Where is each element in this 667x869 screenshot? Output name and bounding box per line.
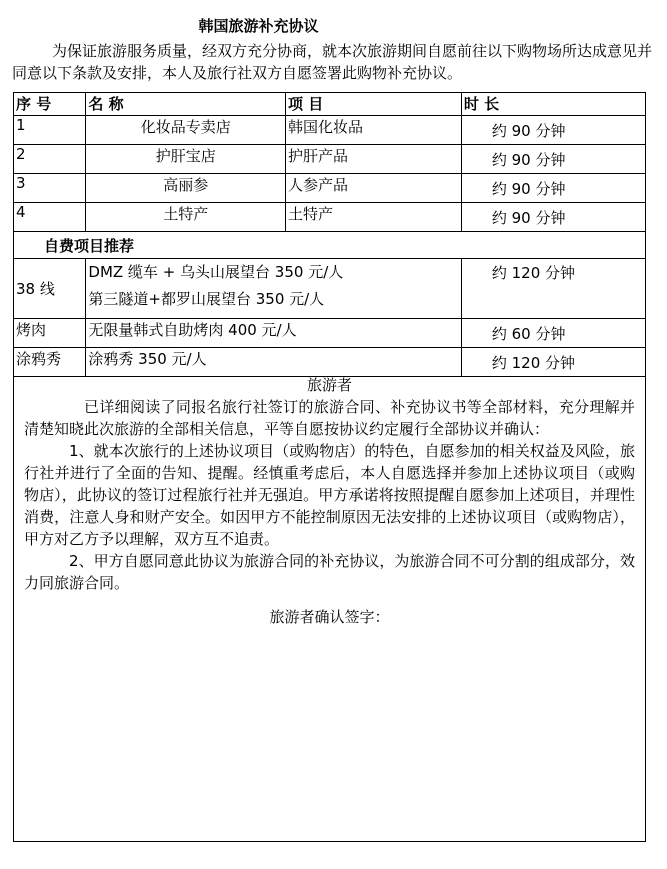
optional-name: 38 线 — [14, 259, 86, 319]
table-row — [14, 145, 646, 174]
tourist-section — [14, 377, 646, 842]
header-name: 名 称 — [86, 93, 286, 116]
signature-label: 旅游者确认签字： — [269, 608, 390, 626]
row-duration: 约 90 分钟 — [461, 116, 645, 145]
table-row — [14, 174, 646, 203]
intro-paragraph: 为保证旅游服务质量，经双方充分协商，就本次旅游期间自愿前往以下购物场所达成意见并同意以下条款及安排，本人及旅行社双方自愿签署此购物补充协议。 — [12, 42, 653, 82]
row-name: 高丽参 — [86, 174, 286, 203]
row-name: 化妆品专卖店 — [86, 116, 286, 145]
optional-duration: 约 120 分钟 — [461, 259, 645, 319]
section-row — [14, 232, 646, 259]
tourist-clause-1: 1、就本次旅行的上述协议项目（或购物店）的特色，自愿参加的相关权益及风险，旅行社并进行了全面的告知、提醒。经慎重考虑后，本人自愿选择并参加上述协议项目（或购物店），此协议的签订过程旅行社并无强迫。甲方承诺将按照提醒自愿参加上述项目，并理性消费，注意人身和财产安全。如因甲方不能控制原因无法安排的上述协议项目（或购物店），甲方对乙方予以理解，双方互不追责。 — [24, 442, 635, 548]
agreement-table — [13, 92, 646, 842]
optional-line: 无限量韩式自助烤肉 400 元/人 — [86, 319, 461, 348]
optional-row — [14, 259, 646, 319]
optional-row — [14, 348, 646, 377]
row-no: 1 — [14, 116, 86, 145]
tourist-clause-2: 2、甲方自愿同意此协议为旅游合同的补充协议，为旅游合同不可分割的组成部分，效力同旅游合同。 — [24, 552, 635, 592]
optional-line: DMZ 缆车 + 乌头山展望台 350 元/人 — [88, 263, 344, 281]
row-name: 护肝宝店 — [86, 145, 286, 174]
document-title: 韩国旅游补充协议 — [198, 17, 319, 35]
optional-name: 烤肉 — [14, 319, 86, 348]
header-item: 项 目 — [286, 93, 462, 116]
row-item: 土特产 — [286, 203, 462, 232]
row-duration: 约 90 分钟 — [461, 145, 645, 174]
row-duration: 约 90 分钟 — [461, 203, 645, 232]
optional-line: 涂鸦秀 350 元/人 — [86, 348, 461, 377]
tourist-title: 旅游者 — [306, 376, 352, 394]
row-no: 2 — [14, 145, 86, 174]
optional-duration: 约 120 分钟 — [461, 348, 645, 377]
section-title: 自费项目推荐 — [14, 232, 646, 259]
table-header-row — [14, 93, 646, 116]
table-row — [14, 203, 646, 232]
header-no: 序 号 — [14, 93, 86, 116]
tourist-row — [14, 377, 646, 842]
row-no: 3 — [14, 174, 86, 203]
row-item: 护肝产品 — [286, 145, 462, 174]
row-duration: 约 90 分钟 — [461, 174, 645, 203]
optional-detail — [86, 259, 461, 319]
optional-name: 涂鸦秀 — [14, 348, 86, 377]
table-row — [14, 116, 646, 145]
optional-row — [14, 319, 646, 348]
optional-line: 第三隧道+都罗山展望台 350 元/人 — [88, 290, 325, 308]
optional-duration: 约 60 分钟 — [461, 319, 645, 348]
row-no: 4 — [14, 203, 86, 232]
tourist-paragraph: 已详细阅读了同报名旅行社签订的旅游合同、补充协议书等全部材料，充分理解并清楚知晓此次旅游的全部相关信息，平等自愿按协议约定履行全部协议并确认： — [24, 398, 635, 438]
row-item: 韩国化妆品 — [286, 116, 462, 145]
row-item: 人参产品 — [286, 174, 462, 203]
header-duration: 时 长 — [461, 93, 645, 116]
row-name: 土特产 — [86, 203, 286, 232]
